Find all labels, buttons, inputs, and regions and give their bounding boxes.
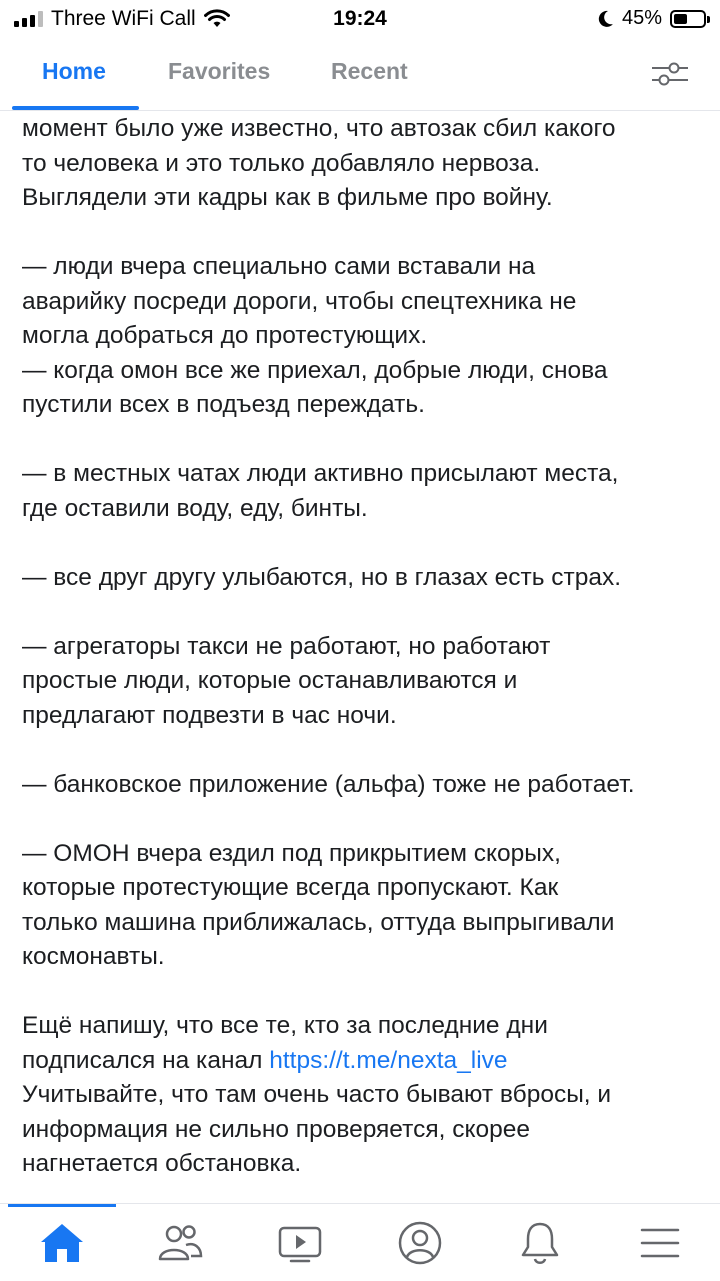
post-line: Учитывайте, что там очень часто бывают вбросы, и — [22, 1081, 612, 1108]
post-text — [22, 112, 702, 1197]
post-paragraph — [22, 630, 702, 734]
menu-icon[interactable] — [635, 1218, 685, 1268]
post-paragraph — [22, 768, 702, 803]
post-paragraph-last — [22, 1009, 702, 1182]
post-line: информация не сильно проверяется, скорее — [22, 1115, 530, 1143]
battery-percent: 45% — [621, 7, 662, 29]
post-line: — все друг другу улыбаются, но в глазах есть страх. — [22, 563, 622, 591]
post-line: — в местных чатах люди активно присылают места, — [22, 460, 619, 487]
post-line: — когда омон все же приехал, добрые люди, снова — [22, 356, 608, 384]
active-nav-indicator — [8, 1204, 116, 1207]
status-right — [598, 7, 706, 30]
post-line: которые протестующие всегда пропускают. Как — [22, 874, 559, 901]
channel-link[interactable]: https://t.me/nexta_live — [269, 1046, 508, 1074]
feed-tabs — [0, 40, 720, 111]
post-line: Ещё напишу, что все те, кто за последние дни — [22, 1012, 548, 1039]
battery-icon — [670, 10, 706, 28]
post-paragraph — [22, 457, 702, 526]
tab-recent[interactable]: Recent — [331, 58, 408, 84]
moon-icon — [598, 10, 614, 28]
status-time: 19:24 — [333, 7, 387, 30]
post-line: космонавты. — [22, 943, 165, 970]
friends-icon[interactable] — [155, 1218, 205, 1268]
tab-favorites[interactable]: Favorites — [168, 58, 271, 84]
carrier-label: Three WiFi Call — [51, 7, 196, 30]
bottom-navigation — [0, 1203, 720, 1281]
post-line: — люди вчера специально сами вставали на — [22, 253, 536, 280]
post-paragraph — [22, 112, 702, 216]
post-line: момент было уже известно, что автозак сбил какого — [22, 115, 616, 142]
post-paragraph — [22, 837, 702, 975]
profile-icon[interactable] — [395, 1218, 445, 1268]
post-paragraph — [22, 561, 702, 596]
home-icon[interactable] — [37, 1218, 87, 1268]
post-line: аварийку посреди дороги, чтобы спецтехника не — [22, 287, 577, 315]
post-line: то человека и это только добавляло нервоза. — [22, 149, 541, 177]
video-icon[interactable] — [275, 1218, 325, 1268]
post-line: могла добраться до протестующих. — [22, 322, 428, 349]
post-line: где оставили воду, еду, бинты. — [22, 494, 368, 522]
active-tab-indicator — [12, 106, 139, 110]
post-line: нагнетается обстановка. — [22, 1150, 302, 1177]
post-paragraph — [22, 250, 702, 423]
post-line: Выглядели эти кадры как в фильме про войну. — [22, 184, 553, 211]
post-line: — агрегаторы такси не работают, но работают — [22, 632, 551, 660]
notifications-icon[interactable] — [515, 1218, 565, 1268]
tab-home[interactable]: Home — [42, 58, 106, 84]
post-line: простые люди, которые останавливаются и — [22, 667, 518, 694]
post-line: подписался на канал — [22, 1046, 270, 1074]
post-line: — банковское приложение (альфа) тоже не работает. — [22, 770, 635, 798]
filter-settings-icon[interactable] — [650, 58, 690, 90]
post-line: — ОМОН вчера ездил под прикрытием скорых, — [22, 839, 561, 867]
post-line: предлагают подвезти в час ночи. — [22, 701, 397, 729]
status-bar — [0, 0, 720, 38]
post-line: пустили всех в подъезд переждать. — [22, 391, 425, 418]
post-line: только машина приближалась, оттуда выпрыгивали — [22, 908, 615, 936]
